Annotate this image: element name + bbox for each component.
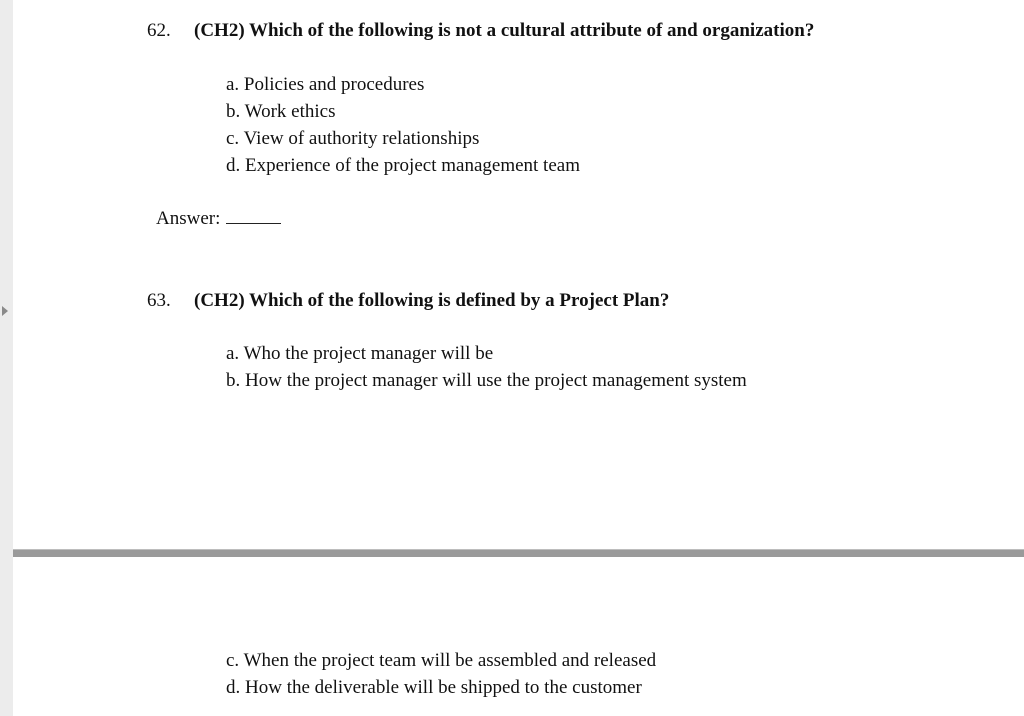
answer-row [156,208,281,230]
option-a: a. Who the project manager will be [226,343,494,364]
question-number: 62. [147,20,171,41]
question-text: (CH2) Which of the following is defined by a Project Plan? [194,290,670,311]
option-d: d. How the deliverable will be shipped to the customer [226,677,642,698]
option-a: a. Policies and procedures [226,74,425,95]
option-b: b. Work ethics [226,101,336,122]
option-c: c. View of authority relationships [226,128,480,149]
page-break-divider [13,549,1024,557]
page-1 [13,0,1024,549]
question-text: (CH2) Which of the following is not a cultural attribute of and organization? [194,20,815,41]
answer-blank [226,209,281,224]
option-c: c. When the project team will be assembled and released [226,650,657,671]
question-63-options-continued [226,647,656,701]
option-d: d. Experience of the project management team [226,155,580,176]
option-b: b. How the project manager will use the project management system [226,370,747,391]
page-2 [13,557,1024,716]
answer-label: Answer: [156,208,221,229]
expand-arrow-icon[interactable] [2,306,8,316]
left-gutter [0,0,13,716]
question-63-options [226,340,747,394]
question-62-options [226,71,580,179]
question-number: 63. [147,290,171,311]
